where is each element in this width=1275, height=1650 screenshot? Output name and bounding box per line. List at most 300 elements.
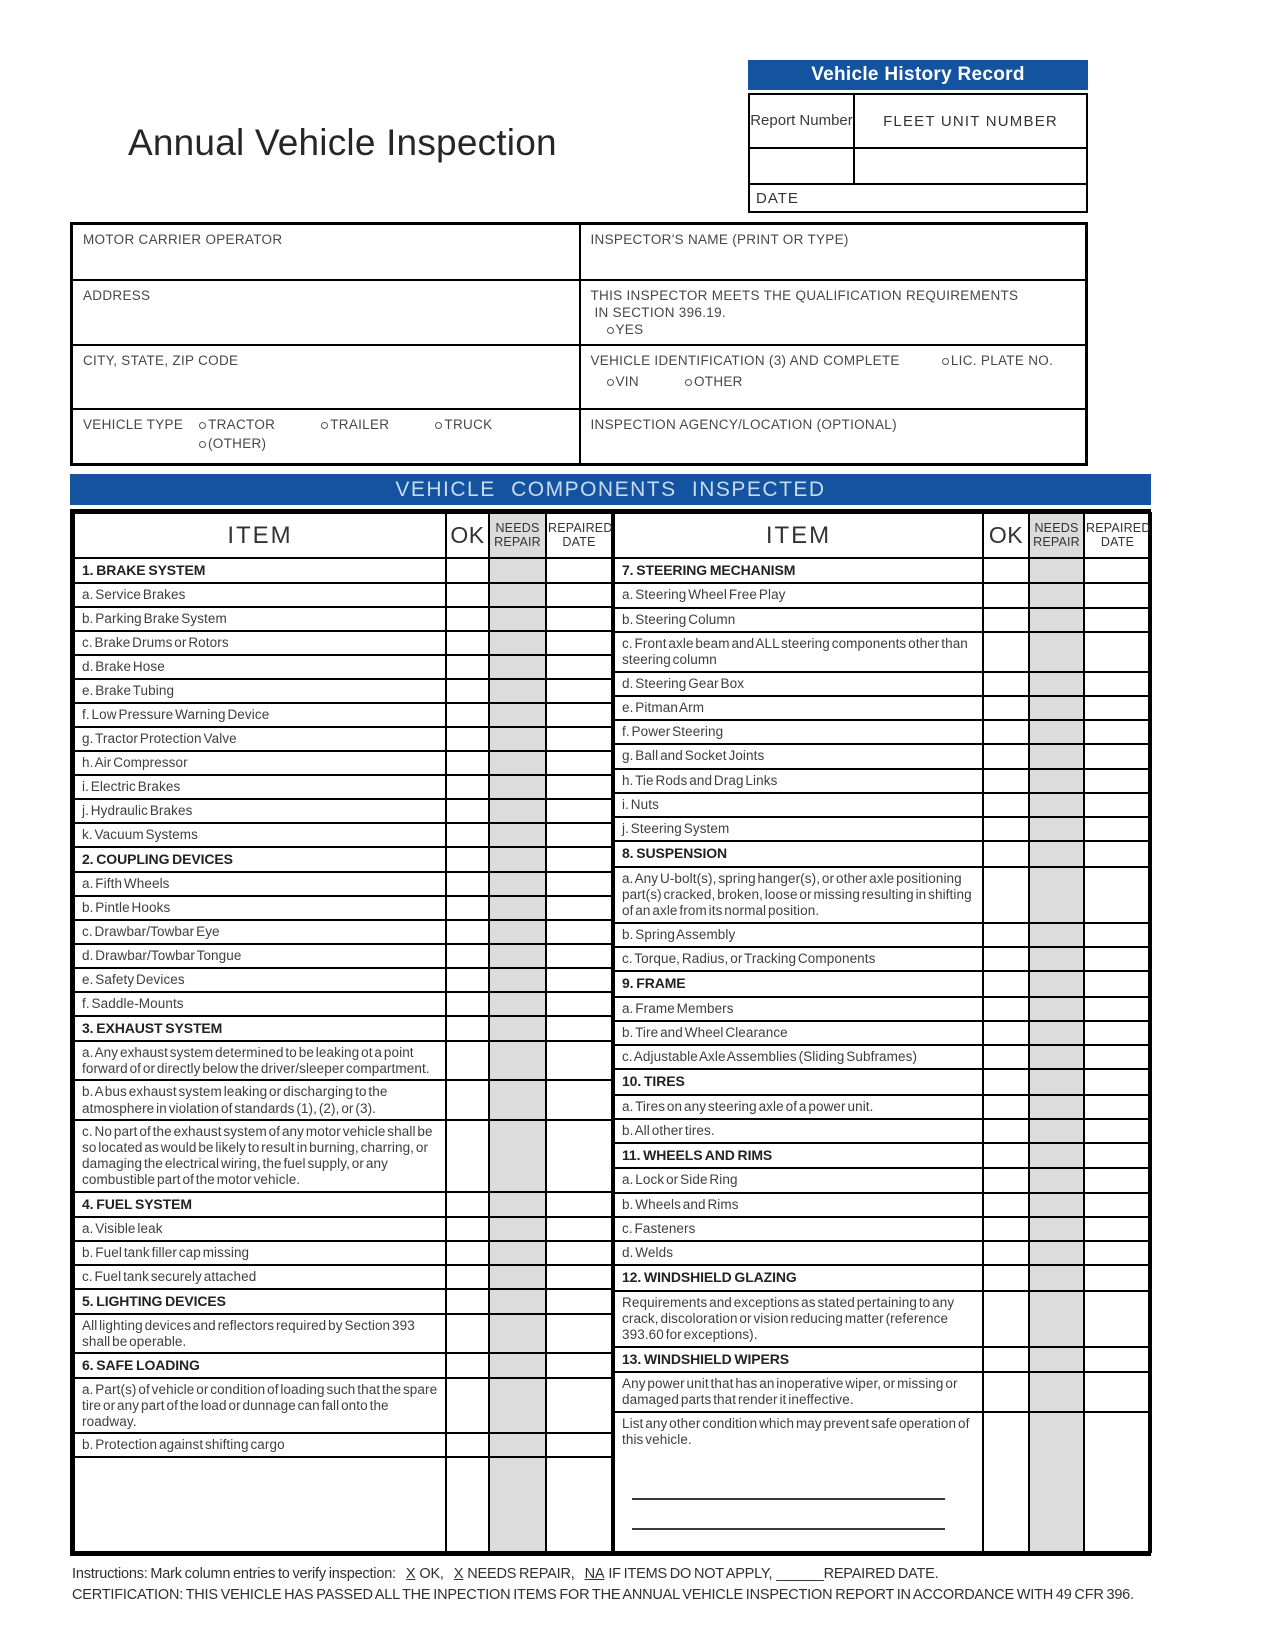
- na-mark: NA: [584, 1566, 605, 1583]
- ok-cell[interactable]: [446, 823, 489, 847]
- item-label: [74, 1457, 446, 1552]
- section-row: [74, 847, 612, 872]
- needs-repair-cell[interactable]: [489, 607, 546, 631]
- ok-cell[interactable]: [446, 1016, 489, 1041]
- inspector-name-field[interactable]: [580, 224, 1087, 280]
- truck-radio[interactable]: [435, 422, 442, 429]
- ok-cell[interactable]: [446, 1353, 489, 1378]
- repaired-date-cell[interactable]: [546, 896, 612, 920]
- needs-repair-cell[interactable]: [1029, 1265, 1084, 1290]
- inspection-agency-field[interactable]: [580, 409, 1087, 465]
- item-label: b. A bus exhaust system leaking or discharging to the atmosphere in violation of standards (1), (2), or (3).: [74, 1080, 446, 1119]
- section-title: 13. WINDSHIELD WIPERS: [614, 1347, 983, 1372]
- repaired-date-cell[interactable]: [546, 1241, 612, 1265]
- ok-cell[interactable]: [983, 720, 1029, 744]
- repaired-date-cell[interactable]: [1084, 608, 1151, 632]
- repaired-date-cell[interactable]: [1084, 923, 1151, 947]
- repaired-date-cell[interactable]: [546, 1016, 612, 1041]
- repaired-date-cell[interactable]: [1084, 1193, 1151, 1217]
- needs-repair-cell[interactable]: [489, 799, 546, 823]
- section-title: 5. LIGHTING DEVICES: [74, 1289, 446, 1314]
- ok-cell[interactable]: [446, 992, 489, 1016]
- certification-line: CERTIFICATION: THIS VEHICLE HAS PASSED ALL THE INPECTION ITEMS FOR THE ANNUAL VEHICLE INSPECTION REPORT IN ACCORDANCE WITH 49 CFR 396.: [72, 1587, 1134, 1604]
- repaired-date-cell[interactable]: [1084, 583, 1151, 607]
- item-row: [614, 1412, 1151, 1553]
- repaired-date-cell[interactable]: [1084, 1372, 1151, 1412]
- item-row: [614, 1045, 1151, 1069]
- repaired-date-cell[interactable]: [1084, 558, 1151, 583]
- repaired-date-cell[interactable]: [546, 751, 612, 775]
- ok-cell[interactable]: [446, 799, 489, 823]
- repaired-date-cell[interactable]: [1084, 1119, 1151, 1143]
- ok-cell[interactable]: [446, 607, 489, 631]
- needs-repair-cell[interactable]: [1029, 1143, 1084, 1168]
- section-title: 10. TIRES: [614, 1069, 983, 1094]
- ok-cell[interactable]: [983, 997, 1029, 1021]
- ok-cell[interactable]: [983, 947, 1029, 971]
- repaired-date-cell[interactable]: [1084, 1291, 1151, 1347]
- needs-repair-cell[interactable]: [489, 968, 546, 992]
- section-row: [74, 1353, 612, 1378]
- item-row: [614, 608, 1151, 632]
- needs-repair-cell[interactable]: [489, 1120, 546, 1192]
- needs-repair-cell[interactable]: [1029, 923, 1084, 947]
- needs-repair-cell[interactable]: [489, 727, 546, 751]
- item-label: b. All other tires.: [614, 1119, 983, 1143]
- tractor-radio[interactable]: [199, 422, 206, 429]
- repaired-date-cell[interactable]: [1084, 1265, 1151, 1290]
- needs-repair-cell[interactable]: [489, 1016, 546, 1041]
- needs-repair-cell[interactable]: [489, 920, 546, 944]
- section-row: [614, 1069, 1151, 1094]
- needs-repair-cell[interactable]: [489, 1217, 546, 1241]
- ok-cell[interactable]: [983, 793, 1029, 817]
- repaired-date-cell[interactable]: [546, 944, 612, 968]
- vin-label: VIN: [615, 373, 639, 389]
- needs-repair-cell[interactable]: [489, 1192, 546, 1217]
- needs-repair-cell[interactable]: [1029, 583, 1084, 607]
- report-number-field[interactable]: [749, 148, 854, 184]
- needs-repair-cell[interactable]: [1029, 947, 1084, 971]
- repaired-date-cell[interactable]: [546, 1289, 612, 1314]
- section-title: 11. WHEELS AND RIMS: [614, 1143, 983, 1168]
- item-row: [614, 769, 1151, 793]
- ok-cell[interactable]: [446, 558, 489, 583]
- ok-cell[interactable]: [446, 1217, 489, 1241]
- ok-cell[interactable]: [983, 1412, 1029, 1553]
- item-label: a. Service Brakes: [74, 583, 446, 607]
- repaired-date-cell[interactable]: [546, 1353, 612, 1378]
- needs-repair-cell[interactable]: [1029, 1217, 1084, 1241]
- ok-cell[interactable]: [446, 727, 489, 751]
- ok-cell[interactable]: [446, 896, 489, 920]
- ok-cell[interactable]: [446, 968, 489, 992]
- ok-cell[interactable]: [446, 1041, 489, 1080]
- ok-cell[interactable]: [446, 920, 489, 944]
- item-label: d. Drawbar/Towbar Tongue: [74, 944, 446, 968]
- item-label: k. Vacuum Systems: [74, 823, 446, 847]
- components-table-right: [613, 512, 1152, 1553]
- ok-cell[interactable]: [983, 769, 1029, 793]
- section-title: 9. FRAME: [614, 971, 983, 996]
- item-column-header: ITEM: [614, 513, 983, 558]
- needs-repair-cell[interactable]: [489, 1457, 546, 1552]
- repaired-date-cell[interactable]: [546, 703, 612, 727]
- needs-repair-cell[interactable]: [489, 944, 546, 968]
- item-label: a. Visible leak: [74, 1217, 446, 1241]
- ok-cell[interactable]: [446, 631, 489, 655]
- ok-cell[interactable]: [983, 1347, 1029, 1372]
- needs-repair-cell[interactable]: [489, 1433, 546, 1457]
- ok-cell[interactable]: [446, 1314, 489, 1353]
- ok-cell[interactable]: [983, 867, 1029, 923]
- repaired-date-cell[interactable]: [546, 1120, 612, 1192]
- item-label: c. Torque, Radius, or Tracking Components: [614, 947, 983, 971]
- vin-radio[interactable]: [607, 379, 614, 386]
- ok-cell[interactable]: [983, 632, 1029, 672]
- repaired-date-cell[interactable]: [546, 558, 612, 583]
- needs-repair-cell[interactable]: [489, 1378, 546, 1434]
- needs-repair-cell[interactable]: [489, 1080, 546, 1119]
- ok-cell[interactable]: [446, 872, 489, 896]
- item-label: j. Steering System: [614, 817, 983, 841]
- repaired-date-cell[interactable]: [546, 992, 612, 1016]
- item-row: [74, 631, 612, 655]
- needs-repair-cell[interactable]: [1029, 1291, 1084, 1347]
- repaired-date-cell[interactable]: [1084, 793, 1151, 817]
- repaired-date-column-header: REPAIRED DATE: [1084, 513, 1151, 558]
- needs-repair-cell[interactable]: [1029, 744, 1084, 768]
- vehicle-type-label: VEHICLE TYPE: [83, 416, 184, 432]
- form-footer: [72, 1564, 1182, 1606]
- components-table: [70, 509, 1151, 1556]
- write-in-line[interactable]: [632, 1472, 945, 1500]
- repaired-date-cell[interactable]: [546, 1041, 612, 1080]
- item-label: i. Electric Brakes: [74, 775, 446, 799]
- needs-repair-cell[interactable]: [1029, 769, 1084, 793]
- needs-repair-cell[interactable]: [1029, 1119, 1084, 1143]
- ok-cell[interactable]: [983, 744, 1029, 768]
- needs-repair-cell[interactable]: [489, 775, 546, 799]
- item-row: [614, 1291, 1151, 1347]
- repaired-date-cell[interactable]: [1084, 672, 1151, 696]
- ok-cell[interactable]: [983, 841, 1029, 866]
- needs-repair-cell[interactable]: [489, 655, 546, 679]
- needs-repair-cell[interactable]: [1029, 1372, 1084, 1412]
- ok-cell[interactable]: [983, 1372, 1029, 1412]
- needs-repair-cell[interactable]: [1029, 997, 1084, 1021]
- item-row: [74, 896, 612, 920]
- repaired-date-cell[interactable]: [1084, 720, 1151, 744]
- item-row: [614, 696, 1151, 720]
- ok-cell[interactable]: [983, 1241, 1029, 1265]
- needs-repair-cell[interactable]: [1029, 696, 1084, 720]
- ok-cell[interactable]: [983, 1193, 1029, 1217]
- needs-repair-cell[interactable]: [1029, 1347, 1084, 1372]
- repaired-date-cell[interactable]: [1084, 947, 1151, 971]
- lic-plate-radio[interactable]: [942, 358, 949, 365]
- needs-repair-cell[interactable]: [1029, 608, 1084, 632]
- ok-cell[interactable]: [446, 775, 489, 799]
- other-id-radio[interactable]: [685, 379, 692, 386]
- needs-repair-cell[interactable]: [489, 847, 546, 872]
- ok-cell[interactable]: [446, 1457, 489, 1552]
- needs-repair-cell[interactable]: [1029, 1021, 1084, 1045]
- item-row: [614, 947, 1151, 971]
- item-row: [614, 672, 1151, 696]
- ok-cell[interactable]: [983, 672, 1029, 696]
- repaired-date-cell[interactable]: [546, 631, 612, 655]
- ok-cell[interactable]: [446, 1289, 489, 1314]
- truck-label: TRUCK: [444, 416, 493, 432]
- item-row: [74, 823, 612, 847]
- needs-repair-cell[interactable]: [489, 1265, 546, 1289]
- section-title: 1. BRAKE SYSTEM: [74, 558, 446, 583]
- ok-cell[interactable]: [983, 1119, 1029, 1143]
- item-row: [74, 607, 612, 631]
- item-row: [74, 968, 612, 992]
- item-label: a. Any U-bolt(s), spring hanger(s), or other axle positioning part(s) cracked, broken, loose or missing resulting in shifting of an axle from its normal position.: [614, 867, 983, 923]
- repaired-date-cell[interactable]: [1084, 1069, 1151, 1094]
- motor-carrier-operator-field[interactable]: [72, 224, 580, 280]
- repair-mark-label: NEEDS REPAIR,: [467, 1566, 575, 1583]
- ok-cell[interactable]: [446, 1080, 489, 1119]
- repaired-date-cell[interactable]: [546, 1265, 612, 1289]
- repaired-date-cell[interactable]: [1084, 1021, 1151, 1045]
- date-field[interactable]: [749, 184, 1087, 212]
- needs-repair-cell[interactable]: [489, 1289, 546, 1314]
- needs-repair-cell[interactable]: [1029, 720, 1084, 744]
- ok-cell[interactable]: [983, 923, 1029, 947]
- trailer-radio[interactable]: [321, 422, 328, 429]
- repaired-date-cell[interactable]: [546, 655, 612, 679]
- needs-repair-cell[interactable]: [1029, 1095, 1084, 1119]
- item-label: b. Tire and Wheel Clearance: [614, 1021, 983, 1045]
- city-state-zip-field[interactable]: [72, 345, 580, 409]
- ok-cell[interactable]: [446, 1378, 489, 1434]
- other-type-label: (OTHER): [208, 435, 267, 451]
- item-label: c. Fasteners: [614, 1217, 983, 1241]
- ok-cell[interactable]: [983, 1168, 1029, 1192]
- repaired-date-text: REPAIRED DATE.: [823, 1566, 939, 1583]
- repaired-date-cell[interactable]: [1084, 867, 1151, 923]
- repaired-date-cell[interactable]: [546, 1080, 612, 1119]
- repaired-date-cell[interactable]: [1084, 1217, 1151, 1241]
- needs-repair-cell[interactable]: [489, 1241, 546, 1265]
- needs-repair-cell[interactable]: [1029, 867, 1084, 923]
- item-row: [74, 1457, 612, 1552]
- repaired-date-cell[interactable]: [1084, 1347, 1151, 1372]
- repaired-date-cell[interactable]: [1084, 632, 1151, 672]
- item-label: a. Steering Wheel Free Play: [614, 583, 983, 607]
- repaired-date-cell[interactable]: [1084, 769, 1151, 793]
- ok-cell[interactable]: [446, 944, 489, 968]
- repaired-date-cell[interactable]: [1084, 997, 1151, 1021]
- item-row: [74, 583, 612, 607]
- repaired-date-cell[interactable]: [1084, 1168, 1151, 1192]
- fleet-unit-number-field[interactable]: [854, 148, 1087, 184]
- needs-repair-cell[interactable]: [1029, 632, 1084, 672]
- needs-repair-cell[interactable]: [1029, 1168, 1084, 1192]
- lic-plate-label: LIC. PLATE NO.: [950, 352, 1054, 368]
- ok-cell[interactable]: [446, 1241, 489, 1265]
- item-label: f. Power Steering: [614, 720, 983, 744]
- needs-repair-cell[interactable]: [1029, 1241, 1084, 1265]
- needs-repair-cell[interactable]: [1029, 817, 1084, 841]
- yes-radio[interactable]: [607, 327, 614, 334]
- address-field[interactable]: [72, 280, 580, 345]
- repaired-date-cell[interactable]: [1084, 817, 1151, 841]
- ok-column-header: OK: [983, 513, 1029, 558]
- repaired-date-cell[interactable]: [546, 1192, 612, 1217]
- needs-repair-cell[interactable]: [1029, 1045, 1084, 1069]
- ok-cell[interactable]: [983, 1265, 1029, 1290]
- item-label: c. Adjustable Axle Assemblies (Sliding Subframes): [614, 1045, 983, 1069]
- item-row: [614, 817, 1151, 841]
- item-row: [74, 703, 612, 727]
- ok-cell[interactable]: [983, 1291, 1029, 1347]
- item-label: g. Tractor Protection Valve: [74, 727, 446, 751]
- history-box-title: Vehicle History Record: [748, 60, 1088, 90]
- repaired-date-cell[interactable]: [1084, 841, 1151, 866]
- needs-repair-cell[interactable]: [489, 896, 546, 920]
- repaired-date-cell[interactable]: [1084, 696, 1151, 720]
- needs-repair-cell[interactable]: [489, 751, 546, 775]
- needs-repair-cell[interactable]: [1029, 1069, 1084, 1094]
- needs-repair-cell[interactable]: [489, 558, 546, 583]
- repaired-date-cell[interactable]: [546, 679, 612, 703]
- repaired-date-cell[interactable]: [546, 872, 612, 896]
- needs-repair-cell[interactable]: [489, 679, 546, 703]
- repaired-date-cell[interactable]: [546, 847, 612, 872]
- repaired-date-cell[interactable]: [546, 920, 612, 944]
- item-label: d. Steering Gear Box: [614, 672, 983, 696]
- repaired-date-cell[interactable]: [546, 583, 612, 607]
- repaired-date-cell[interactable]: [546, 607, 612, 631]
- needs-repair-cell[interactable]: [489, 992, 546, 1016]
- repaired-date-cell[interactable]: [1084, 1143, 1151, 1168]
- ok-cell[interactable]: [446, 1433, 489, 1457]
- ok-cell[interactable]: [983, 1217, 1029, 1241]
- ok-cell[interactable]: [983, 1143, 1029, 1168]
- repaired-date-cell[interactable]: [546, 968, 612, 992]
- ok-cell[interactable]: [983, 1045, 1029, 1069]
- ok-cell[interactable]: [983, 1021, 1029, 1045]
- item-row: [74, 1041, 612, 1080]
- repaired-date-cell[interactable]: [546, 1217, 612, 1241]
- repaired-date-cell[interactable]: [1084, 1045, 1151, 1069]
- repaired-date-cell[interactable]: [546, 1457, 612, 1552]
- repaired-date-cell[interactable]: [1084, 1241, 1151, 1265]
- item-label: a. Fifth Wheels: [74, 872, 446, 896]
- item-label: a. Frame Members: [614, 997, 983, 1021]
- ok-cell[interactable]: [983, 558, 1029, 583]
- ok-cell[interactable]: [446, 703, 489, 727]
- repaired-date-cell[interactable]: [1084, 971, 1151, 996]
- inspector-qualification-cell: [580, 280, 1087, 345]
- needs-repair-cell[interactable]: [1029, 793, 1084, 817]
- address-label: ADDRESS: [83, 287, 151, 303]
- needs-repair-cell[interactable]: [489, 1041, 546, 1080]
- item-label: f. Saddle-Mounts: [74, 992, 446, 1016]
- repaired-date-cell[interactable]: [546, 823, 612, 847]
- needs-repair-cell[interactable]: [1029, 971, 1084, 996]
- ok-cell[interactable]: [983, 817, 1029, 841]
- needs-repair-cell[interactable]: [489, 1314, 546, 1353]
- repaired-date-cell[interactable]: [1084, 744, 1151, 768]
- repaired-date-column-header: REPAIRED DATE: [546, 513, 612, 558]
- ok-cell[interactable]: [446, 847, 489, 872]
- needs-repair-cell[interactable]: [1029, 558, 1084, 583]
- vehicle-identification-label: VEHICLE IDENTIFICATION (3) AND COMPLETE: [590, 352, 900, 368]
- section-row: [614, 558, 1151, 583]
- ok-cell[interactable]: [983, 971, 1029, 996]
- needs-repair-cell[interactable]: [489, 823, 546, 847]
- ok-cell[interactable]: [983, 1069, 1029, 1094]
- ok-cell[interactable]: [446, 679, 489, 703]
- item-label: h. Air Compressor: [74, 751, 446, 775]
- item-row: [74, 679, 612, 703]
- other-type-radio[interactable]: [199, 441, 206, 448]
- item-label: c. Fuel tank securely attached: [74, 1265, 446, 1289]
- needs-repair-cell[interactable]: [489, 703, 546, 727]
- needs-repair-cell[interactable]: [1029, 1193, 1084, 1217]
- repaired-date-cell[interactable]: [1084, 1095, 1151, 1119]
- item-label: h. Tie Rods and Drag Links: [614, 769, 983, 793]
- item-row: [614, 997, 1151, 1021]
- ok-cell[interactable]: [446, 751, 489, 775]
- needs-repair-cell[interactable]: [489, 872, 546, 896]
- repaired-date-cell[interactable]: [546, 799, 612, 823]
- item-label: All lighting devices and reflectors required by Section 393 shall be operable.: [74, 1314, 446, 1353]
- write-in-line[interactable]: [632, 1502, 945, 1530]
- repaired-date-cell[interactable]: [546, 727, 612, 751]
- ok-cell[interactable]: [983, 608, 1029, 632]
- ok-cell[interactable]: [983, 696, 1029, 720]
- needs-repair-cell[interactable]: [489, 583, 546, 607]
- ok-cell[interactable]: [983, 583, 1029, 607]
- ok-cell[interactable]: [446, 1265, 489, 1289]
- needs-repair-cell[interactable]: [489, 1353, 546, 1378]
- components-inspected-banner: VEHICLE COMPONENTS INSPECTED: [70, 474, 1151, 505]
- ok-cell[interactable]: [446, 655, 489, 679]
- needs-repair-cell[interactable]: [1029, 672, 1084, 696]
- repaired-date-cell[interactable]: [1084, 1412, 1151, 1553]
- section-row: [614, 1347, 1151, 1372]
- item-row: [614, 1193, 1151, 1217]
- item-label: b. Steering Column: [614, 608, 983, 632]
- needs-repair-cell[interactable]: [1029, 841, 1084, 866]
- item-label: b. Fuel tank filler cap missing: [74, 1241, 446, 1265]
- ok-cell[interactable]: [446, 1120, 489, 1192]
- repaired-date-cell[interactable]: [546, 1433, 612, 1457]
- item-label: b. Pintle Hooks: [74, 896, 446, 920]
- needs-repair-cell[interactable]: [1029, 1412, 1084, 1553]
- item-label: a. Lock or Side Ring: [614, 1168, 983, 1192]
- needs-repair-cell[interactable]: [489, 631, 546, 655]
- ok-cell[interactable]: [983, 1095, 1029, 1119]
- section-row: [74, 1016, 612, 1041]
- ok-cell[interactable]: [446, 1192, 489, 1217]
- item-row: [74, 920, 612, 944]
- section-row: [614, 1143, 1151, 1168]
- ok-cell[interactable]: [446, 583, 489, 607]
- item-label: List any other condition which may prevent safe operation of this vehicle.: [614, 1412, 983, 1553]
- instructions-line: [72, 1564, 1182, 1585]
- repaired-date-cell[interactable]: [546, 1314, 612, 1353]
- repaired-date-cell[interactable]: [546, 1378, 612, 1434]
- repaired-date-cell[interactable]: [546, 775, 612, 799]
